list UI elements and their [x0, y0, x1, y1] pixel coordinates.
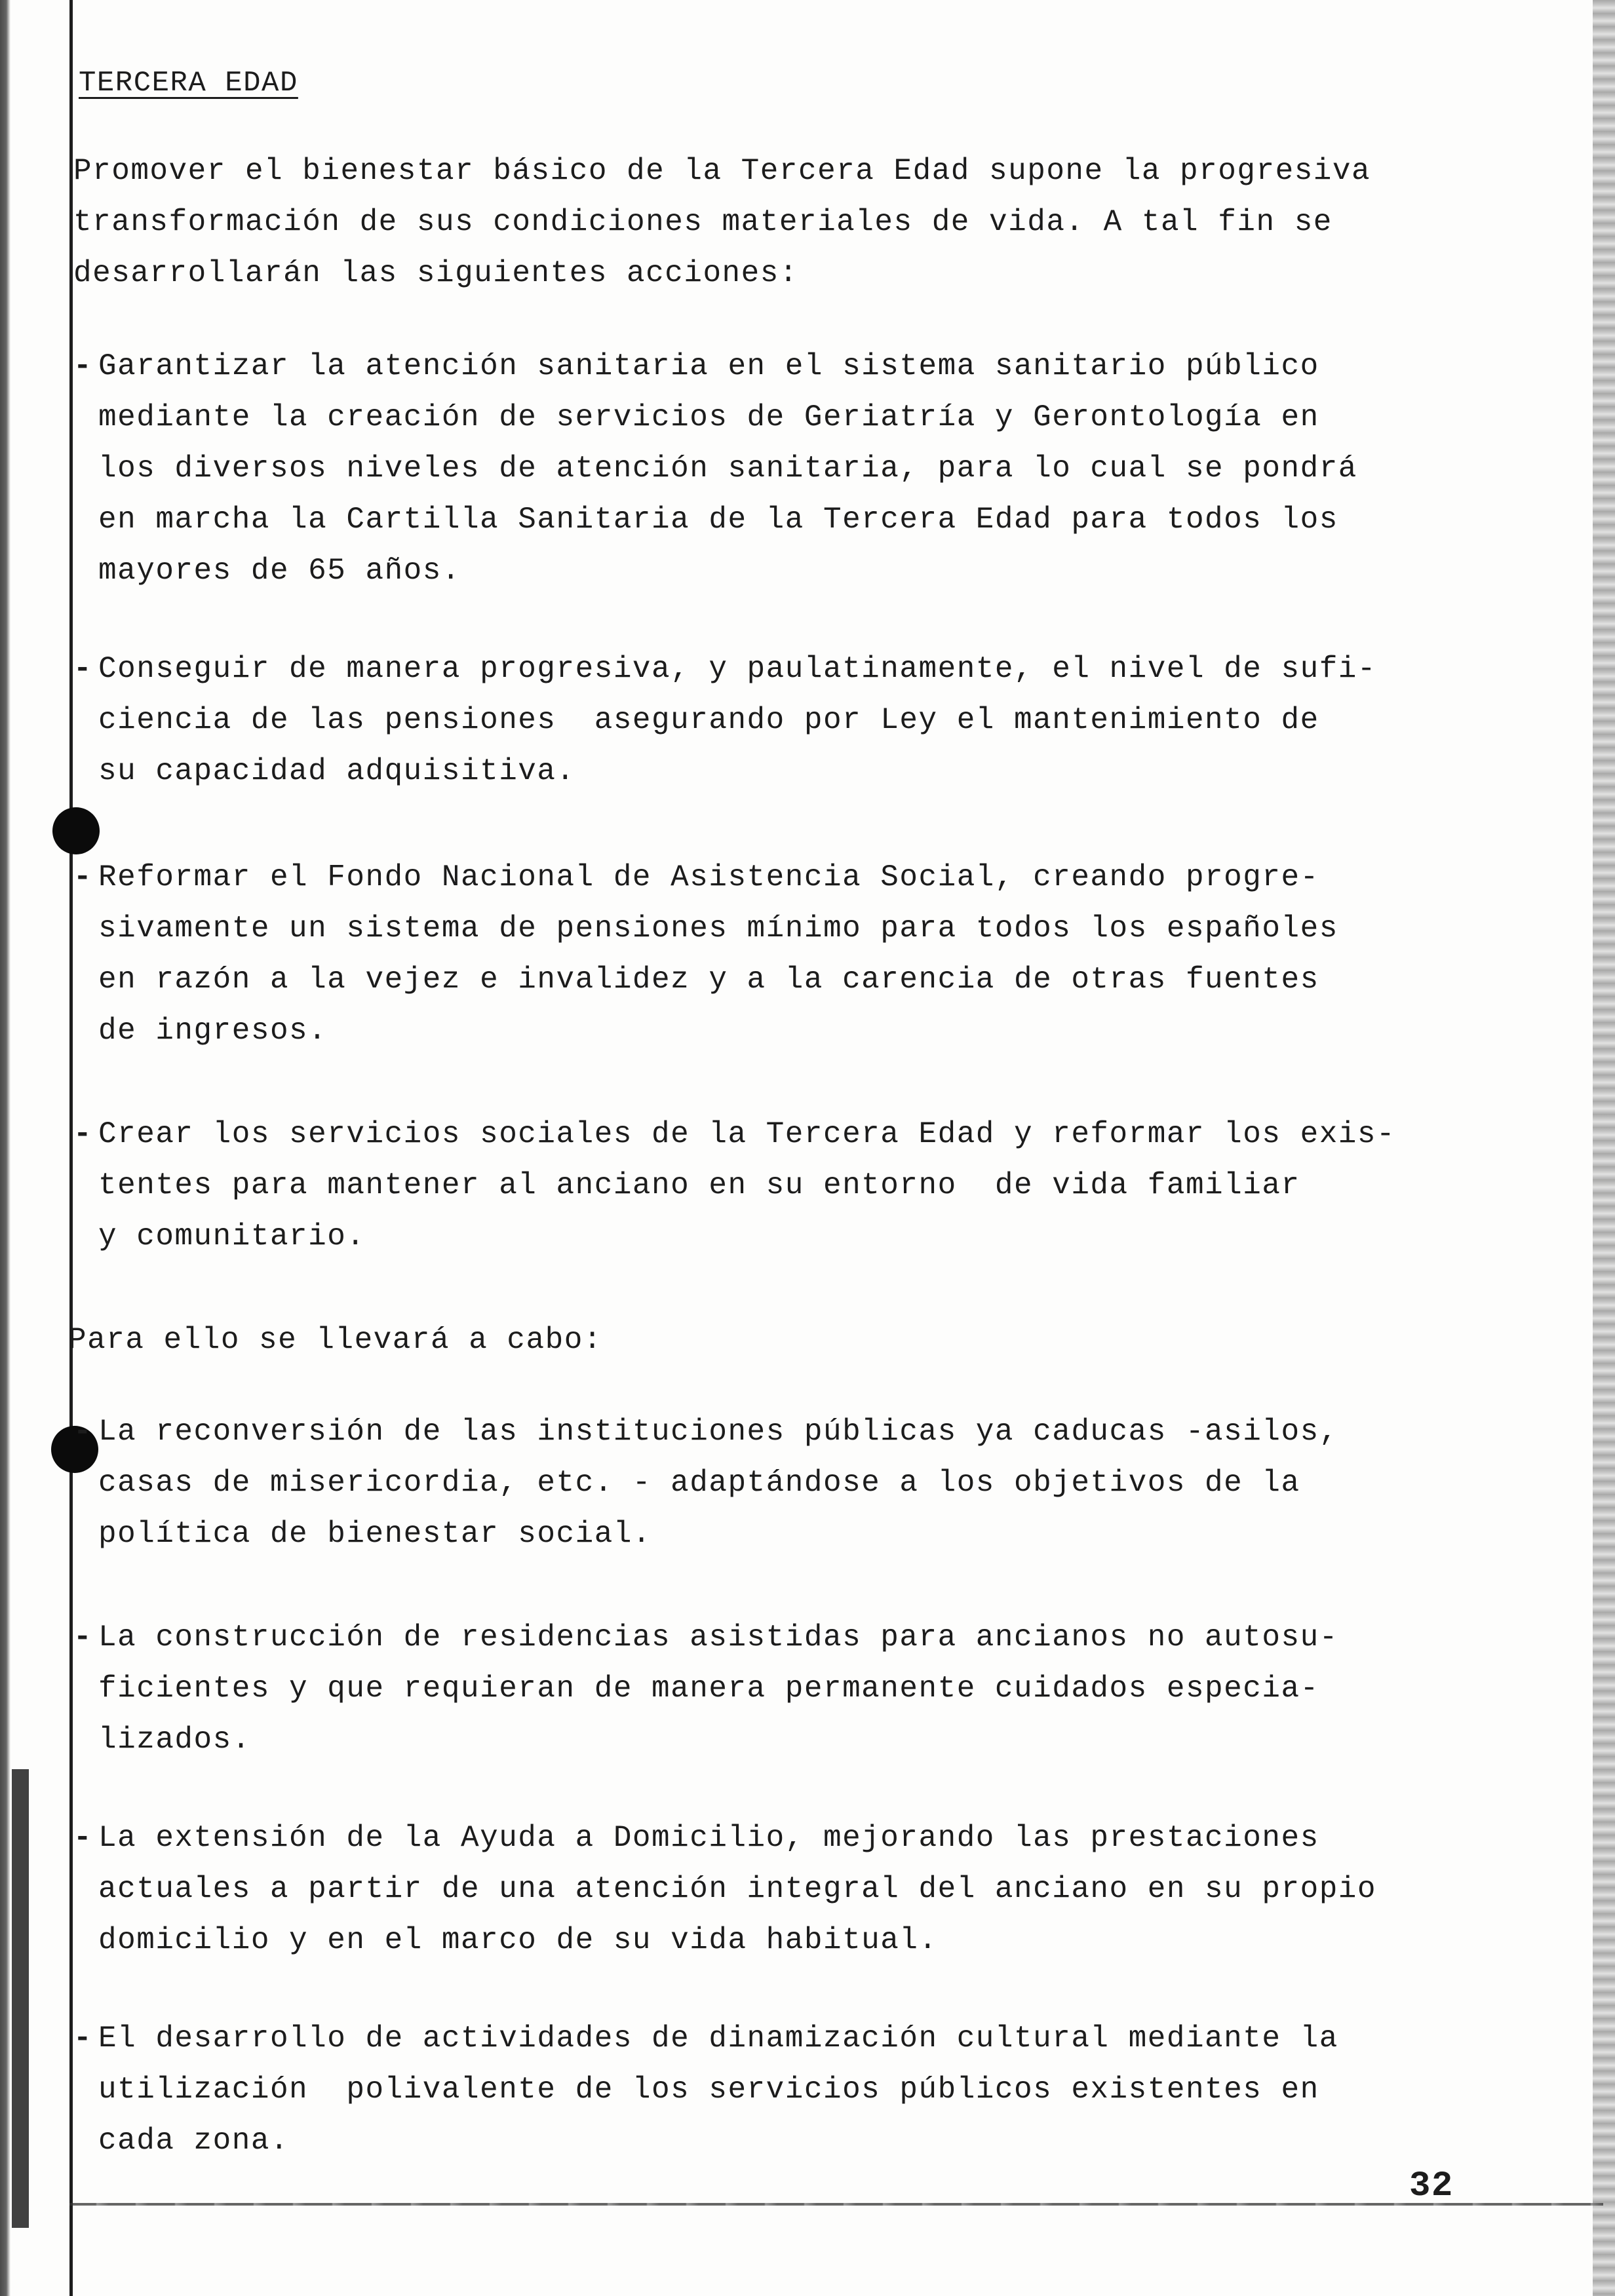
- measure-item-4: El desarrollo de actividades de dinamización cultural mediante la utilización polivalente de los servicios públicos existentes en cada zona.: [98, 2021, 1338, 2158]
- measure-item-3: La extensión de la Ayuda a Domicilio, mejorando las prestaciones actuales a partir de una atención integral del anciano en su propio domicilio y en el marco de su vida habitual.: [98, 1821, 1377, 1957]
- section-title: TERCERA EDAD: [79, 67, 298, 100]
- punch-hole-icon: [52, 807, 100, 854]
- action-item-1: Garantizar la atención sanitaria en el sistema sanitario público mediante la creación de servicios de Geriatría y Gerontología en los diversos niveles de atención sanitaria, para lo cual se pondrá en marcha la Cartilla Sanitaria de la Tercera Edad para todos los mayores de 65 años.: [98, 349, 1357, 588]
- list-dash: -: [73, 652, 93, 686]
- scan-left-edge: [0, 0, 10, 2296]
- list-dash: -: [73, 1821, 93, 1855]
- bottom-rule: [69, 2203, 1603, 2206]
- action-item-2: Conseguir de manera progresiva, y paulatinamente, el nivel de sufi- ciencia de las pensiones asegurando por Ley el mantenimiento de su capacidad adquisitiva.: [98, 652, 1377, 788]
- measure-item-2: La construcción de residencias asistidas para ancianos no autosu- ficientes y que requieran de manera permanente cuidados especia- lizados.: [98, 1620, 1338, 1757]
- list-dash: -: [73, 2021, 93, 2056]
- margin-rule: [69, 0, 73, 2296]
- action-item-4: Crear los servicios sociales de la Tercera Edad y reformar los exis- tentes para mantener al anciano en su entorno de vida familiar y comunitario.: [98, 1117, 1396, 1253]
- scan-binding-shadow: [12, 1769, 29, 2228]
- action-item-3: Reformar el Fondo Nacional de Asistencia Social, creando progre- sivamente un sistema de pensiones mínimo para todos los españoles en razón a la vejez e invalidez y a la carencia de otras fuentes de ingresos.: [98, 860, 1338, 1048]
- scan-right-edge: [1593, 0, 1615, 2296]
- lead-in-text: Para ello se llevará a cabo:: [68, 1323, 602, 1357]
- list-dash: -: [73, 1620, 93, 1655]
- page-number: 32: [1409, 2166, 1454, 2206]
- list-dash: -: [73, 860, 93, 894]
- list-dash: -: [73, 349, 93, 383]
- list-dash: -: [73, 1415, 93, 1449]
- measure-item-1: La reconversión de las instituciones públicas ya caducas -asilos, casas de misericordia, etc. - adaptándose a los objetivos de la política de bienestar social.: [98, 1415, 1338, 1551]
- intro-paragraph: Promover el bienestar básico de la Tercera Edad supone la progresiva transformación de sus condiciones materiales de vida. A tal fin se desarrollarán las siguientes acciones:: [73, 154, 1371, 290]
- list-dash: -: [73, 1117, 93, 1151]
